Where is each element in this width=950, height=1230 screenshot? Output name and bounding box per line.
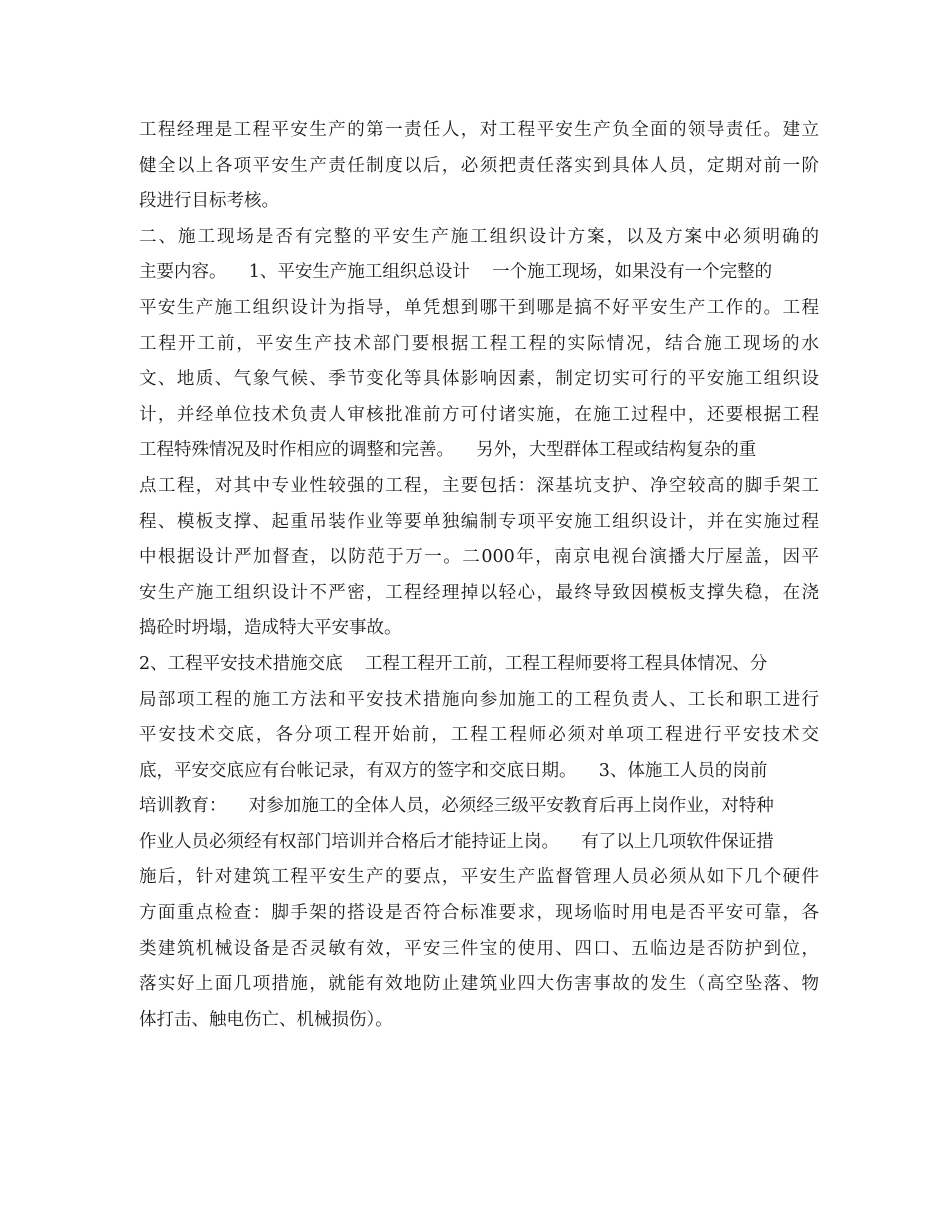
text-line: 2、工程平安技术措施交底 工程工程开工前，工程工程师要将工程具体情况、分 [139,653,768,674]
text-line: 作业人员必须经有权部门培训并合格后才能持证上岗。 有了以上几项软件保证措 [139,831,774,852]
text-line: 文、地质、气象气候、季节变化等具体影响因素，制定切实可行的平安施工组织设 [139,369,819,390]
text-line: 培训教育： 对参加施工的全体人员，必须经三级平安教育后再上岗作业，对特种 [139,796,774,817]
text-line: 体打击、触电伤亡、机械损伤）。 [139,1009,393,1030]
text-line: 类建筑机械设备是否灵敏有效，平安三件宝的使用、四口、五临边是否防护到位， [139,938,819,959]
text-line: 工程经理是工程平安生产的第一责任人，对工程平安生产负全面的领导责任。建立 [139,120,819,140]
text-line: 段进行目标考核。 [139,191,279,212]
text-line: 平安技术交底，各分项工程开始前，工程工程师必须对单项工程进行平安技术交 [139,725,819,746]
text-line: 底，平安交底应有台帐记录，有双方的签字和交底日期。 3、体施工人员的岗前 [139,760,768,781]
text-line: 工程开工前，平安生产技术部门要根据工程工程的实际情况，结合施工现场的水 [139,333,819,354]
text-line: 平安生产施工组织设计为指导，单凭想到哪干到哪是搞不好平安生产工作的。工程 [139,297,819,318]
text-line: 工程特殊情况及时作相应的调整和完善。 另外，大型群体工程或结构复杂的重 [139,440,757,461]
text-line: 落实好上面几项措施，就能有效地防止建筑业四大伤害事故的发生（高空坠落、物 [139,974,819,995]
body-text [139,113,819,1038]
text-line: 健全以上各项平安生产责任制度以后，必须把责任落实到具体人员，定期对前一阶 [139,155,819,176]
text-line: 二、施工现场是否有完整的平安生产施工组织设计方案，以及方案中必须明确的 [139,226,819,247]
text-line: 程、模板支撑、起重吊装作业等要单独编制专项平安施工组织设计，并在实施过程 [139,511,819,532]
text-line: 计，并经单位技术负责人审核批准前方可付诸实施，在施工过程中，还要根据工程 [139,404,819,425]
text-line: 捣砼时坍塌，造成特大平安事故。 [139,618,402,639]
text-line: 点工程，对其中专业性较强的工程，主要包括：深基坑支护、净空较高的脚手架工 [139,475,819,496]
text-line: 主要内容。 1、平安生产施工组织总设计 一个施工现场，如果没有一个完整的 [139,262,773,283]
text-line: 施后，针对建筑工程平安生产的要点，平安生产监督管理人员必须从如下几个硬件 [139,867,819,888]
text-line: 安生产施工组织设计不严密，工程经理掉以轻心，最终导致因模板支撑失稳，在浇 [139,582,819,603]
text-line: 局部项工程的施工方法和平安技术措施向参加施工的工程负责人、工长和职工进行 [139,689,819,710]
text-line: 方面重点检查：脚手架的搭设是否符合标准要求，现场临时用电是否平安可靠，各 [139,903,819,924]
text-line: 中根据设计严加督查，以防范于万一。二000年，南京电视台演播大厅屋盖，因平 [139,547,819,568]
